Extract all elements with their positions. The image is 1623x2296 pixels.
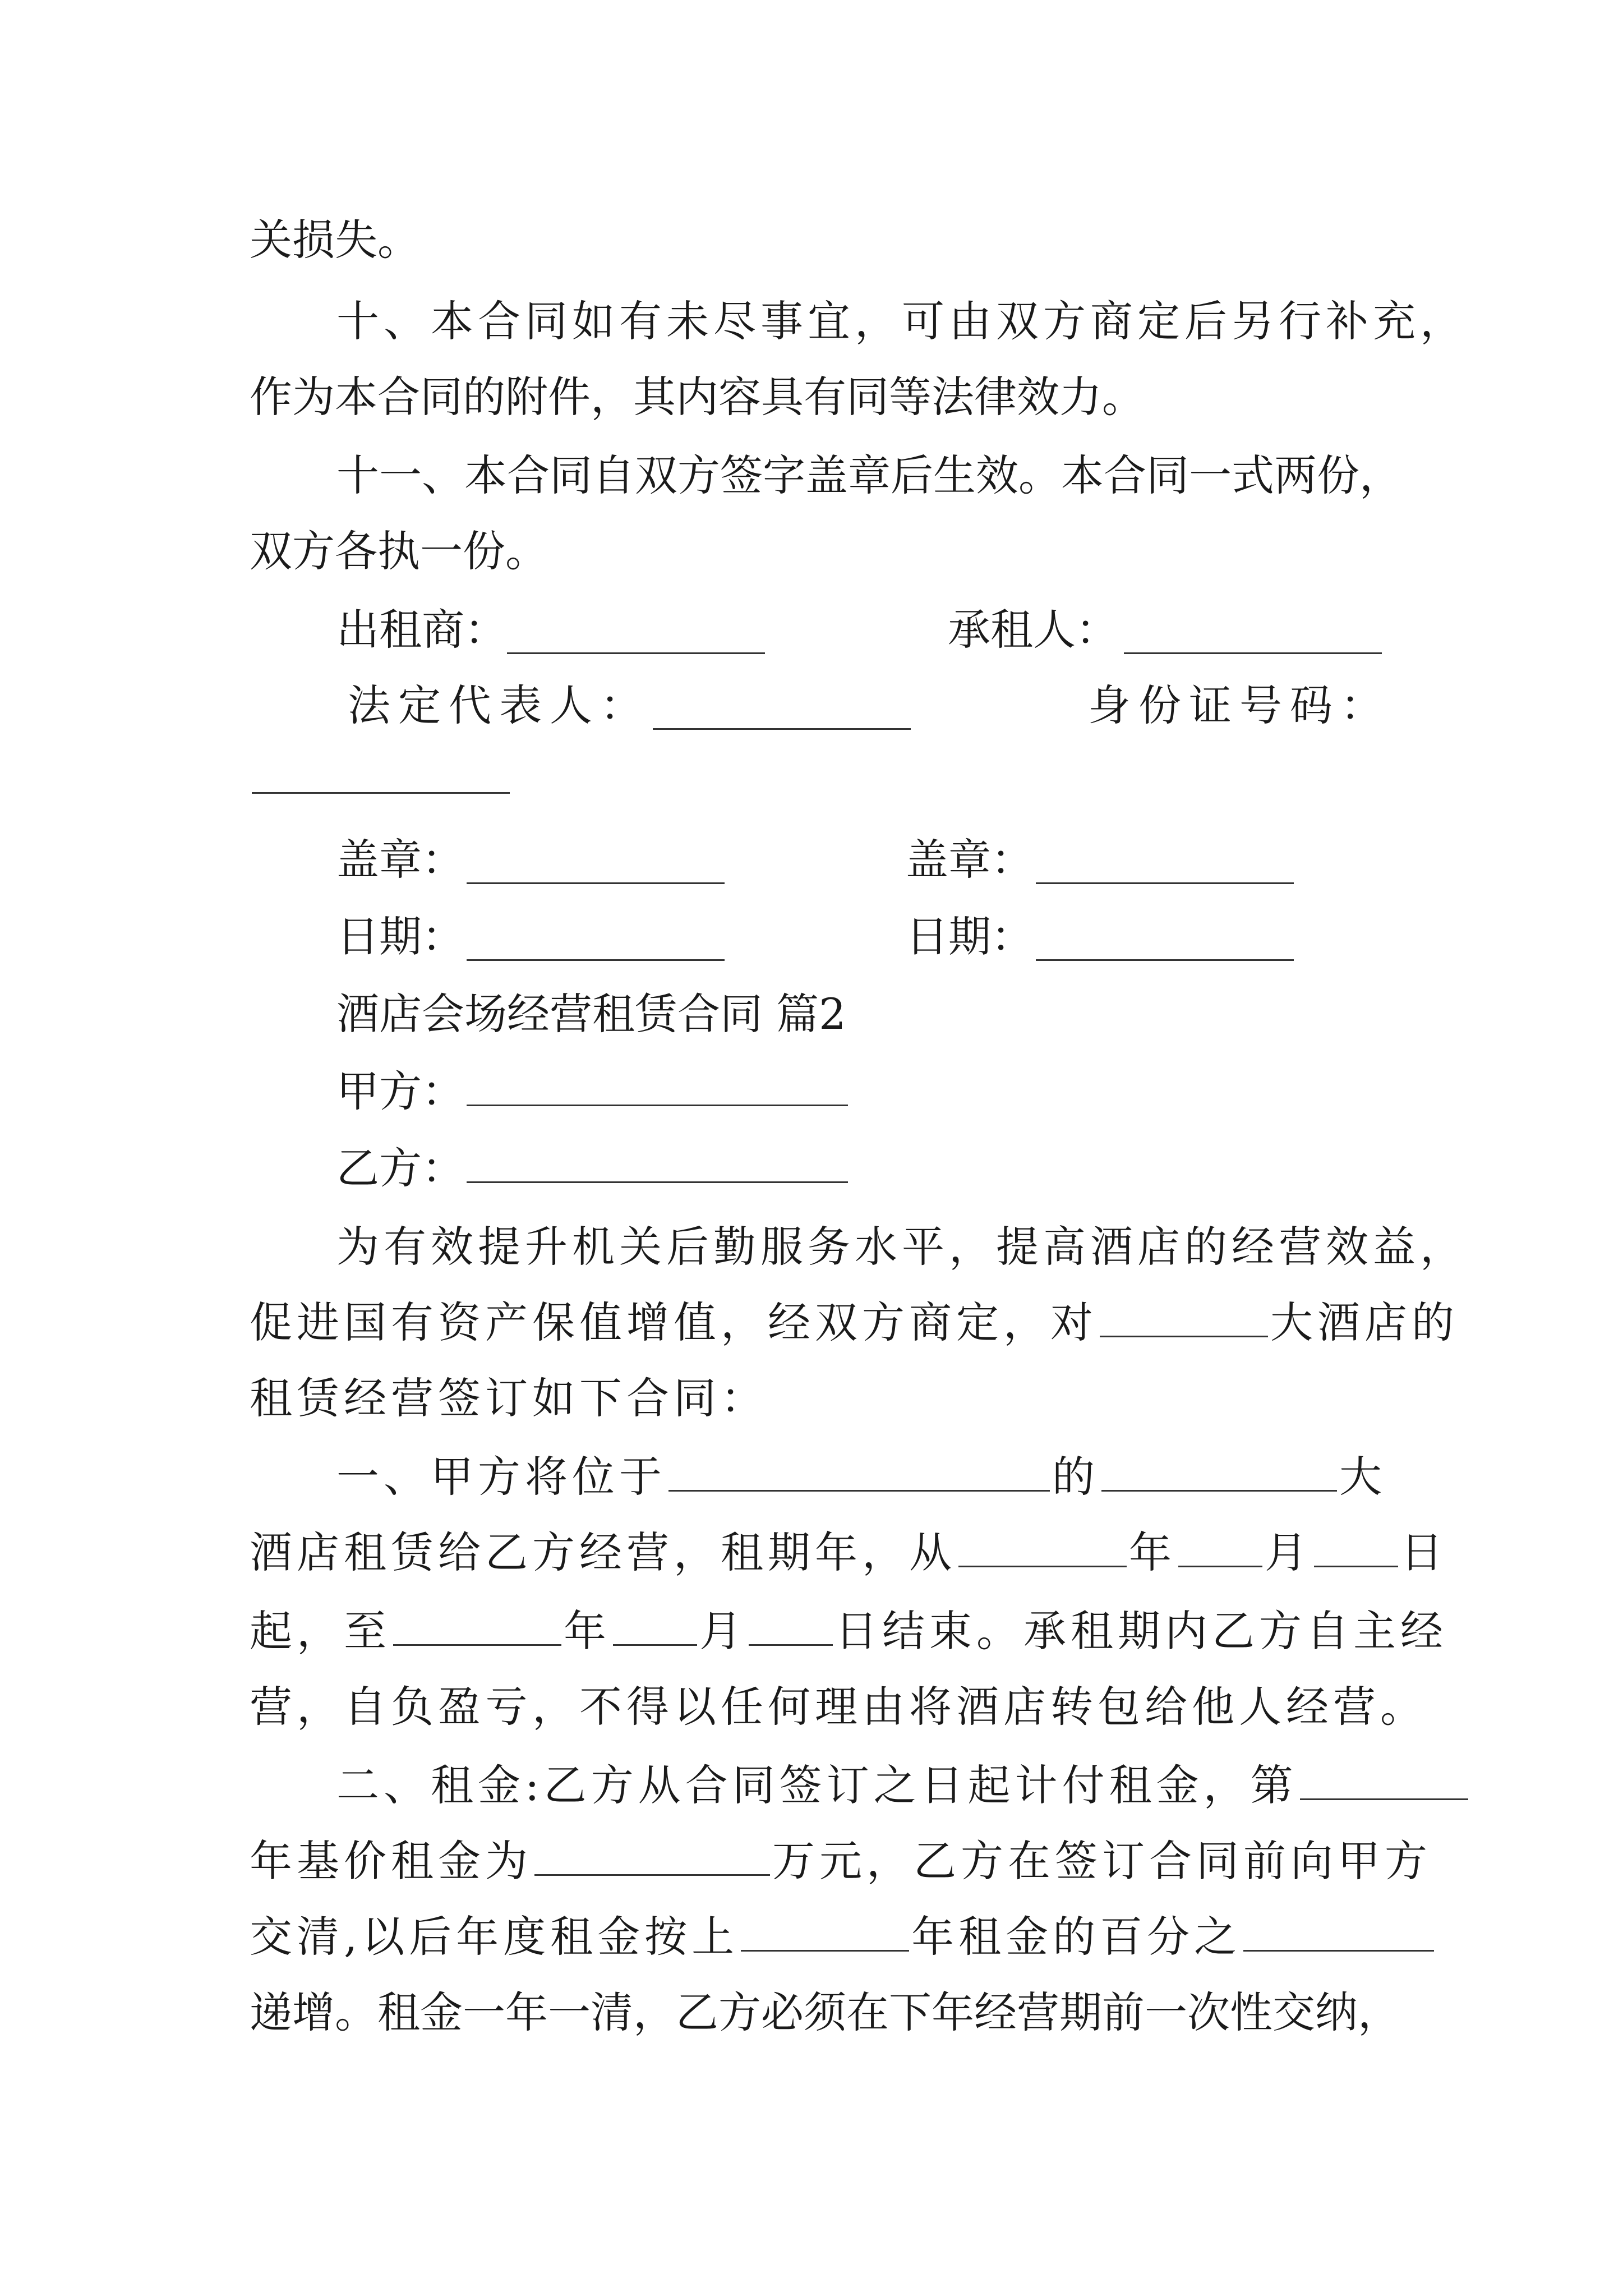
- intro-line-3: [250, 1360, 1388, 1437]
- clause-2-line-4: [250, 1975, 1400, 2051]
- hotel-name-blank: [1100, 1302, 1268, 1337]
- paragraph-text: 年基价租金为: [250, 1836, 532, 1886]
- signature-row-2: [348, 668, 1402, 744]
- paragraph-text: 双方各执一份。: [250, 526, 548, 576]
- intro-line-1: [336, 1209, 1475, 1285]
- clause-1-line-4: [250, 1669, 1427, 1745]
- paragraph-text: 酒店租赁给乙方经营，租期年，从: [250, 1527, 956, 1577]
- paragraph-text: 作为本合同的附件，其内容具有同等法律效力。: [250, 372, 1145, 422]
- id-number-label: 身份证号码：: [1088, 680, 1391, 730]
- start-year-blank: [958, 1532, 1127, 1567]
- text-line: [250, 202, 1388, 278]
- date-label-left: 日期：: [336, 912, 464, 961]
- paragraph-text: 租赁经营签订如下合同：: [250, 1373, 768, 1423]
- section-title: [336, 976, 1475, 1052]
- section-title-text: 酒店会场经营租赁合同 篇2: [336, 989, 846, 1039]
- paragraph-text: 年: [1129, 1527, 1176, 1577]
- signature-row-4: [336, 899, 1402, 975]
- prior-year-blank: [741, 1916, 909, 1952]
- start-month-blank: [1178, 1532, 1262, 1567]
- date-label-right: 日期：: [906, 912, 1034, 961]
- party-a-label: 甲方：: [336, 1066, 464, 1116]
- legal-rep-blank: [653, 694, 911, 730]
- percent-blank: [1243, 1916, 1434, 1952]
- first-year-blank: [1300, 1765, 1468, 1800]
- legal-rep-label: 法定代表人：: [348, 680, 651, 730]
- clause-1-line-2: [250, 1515, 1447, 1591]
- hotel-blank: [1101, 1456, 1337, 1492]
- paragraph-text: 关损失。: [250, 215, 420, 265]
- base-rent-blank: [534, 1841, 770, 1876]
- party-b-row: [336, 1130, 1475, 1207]
- id-number-blank: [252, 758, 510, 794]
- lessor-blank: [507, 619, 765, 654]
- end-year-blank: [393, 1611, 561, 1646]
- paragraph-text: 十一、本合同自双方签字盖章后生效。本合同一式两份，: [336, 450, 1402, 500]
- paragraph-text: 日: [1400, 1527, 1447, 1577]
- date-blank-left: [467, 926, 725, 961]
- paragraph-text: 大: [1339, 1452, 1386, 1502]
- end-month-blank: [613, 1611, 697, 1646]
- paragraph-text: 一、甲方将位于: [336, 1452, 666, 1502]
- signature-row-1: [336, 592, 1402, 668]
- clause-11-line-2: [250, 513, 1388, 590]
- end-day-blank: [749, 1611, 833, 1646]
- paragraph-text: 月: [1265, 1527, 1312, 1577]
- paragraph-text: 十、本合同如有未尽事宜，可由双方商定后另行补充，: [336, 296, 1467, 346]
- clause-2-line-2: [250, 1823, 1432, 1899]
- seal-label-left: 盖章：: [336, 835, 464, 885]
- paragraph-text: 二、租金:乙方从合同签订之日起计付租金，第: [336, 1760, 1298, 1810]
- paragraph-text: 递增。租金一年一清，乙方必须在下年经营期前一次性交纳，: [250, 1987, 1400, 2037]
- seal-blank-left: [467, 849, 725, 884]
- party-a-blank: [467, 1071, 848, 1106]
- intro-line-2: [250, 1285, 1459, 1361]
- party-b-blank: [467, 1148, 848, 1183]
- paragraph-text: 为有效提升机关后勤服务水平，提高酒店的经营效益，: [336, 1222, 1467, 1272]
- paragraph-text: 起，至: [250, 1606, 391, 1656]
- start-day-blank: [1314, 1532, 1398, 1567]
- paragraph-text: 营，自负盈亏，不得以任何理由将酒店转包给他人经营。: [250, 1682, 1427, 1732]
- paragraph-text: 日结束。承租期内乙方自主经: [835, 1606, 1447, 1656]
- clause-2-line-1: [336, 1747, 1475, 1824]
- clause-1-line-1: [336, 1439, 1475, 1515]
- party-b-label: 乙方：: [336, 1143, 464, 1193]
- paragraph-text: 交清,以后年度租金按上: [250, 1912, 739, 1962]
- seal-label-right: 盖章：: [906, 835, 1034, 885]
- clause-10-line-2: [250, 359, 1388, 435]
- clause-10-line-1: [336, 283, 1475, 360]
- lessee-blank: [1124, 619, 1382, 654]
- paragraph-text: 年: [564, 1606, 611, 1656]
- clause-11-line-1: [336, 438, 1475, 514]
- paragraph-text: 万元，乙方在签订合同前向甲方: [772, 1836, 1432, 1886]
- paragraph-text: 大酒店的: [1270, 1297, 1459, 1347]
- lessor-label: 出租商：: [336, 605, 507, 655]
- seal-blank-right: [1036, 849, 1294, 884]
- clause-1-line-3: [250, 1593, 1447, 1669]
- date-blank-right: [1036, 926, 1294, 961]
- paragraph-text: 年租金的百分之: [911, 1912, 1242, 1962]
- location-blank: [668, 1456, 1050, 1492]
- paragraph-text: 月: [699, 1606, 746, 1656]
- paragraph-text: 促进国有资产保值增值，经双方商定，对: [250, 1297, 1098, 1347]
- lessee-label: 承租人：: [948, 605, 1118, 655]
- party-a-row: [336, 1053, 1475, 1130]
- paragraph-text: 的: [1052, 1452, 1099, 1502]
- signature-row-3: [336, 822, 1402, 898]
- clause-2-line-3: [250, 1899, 1388, 1975]
